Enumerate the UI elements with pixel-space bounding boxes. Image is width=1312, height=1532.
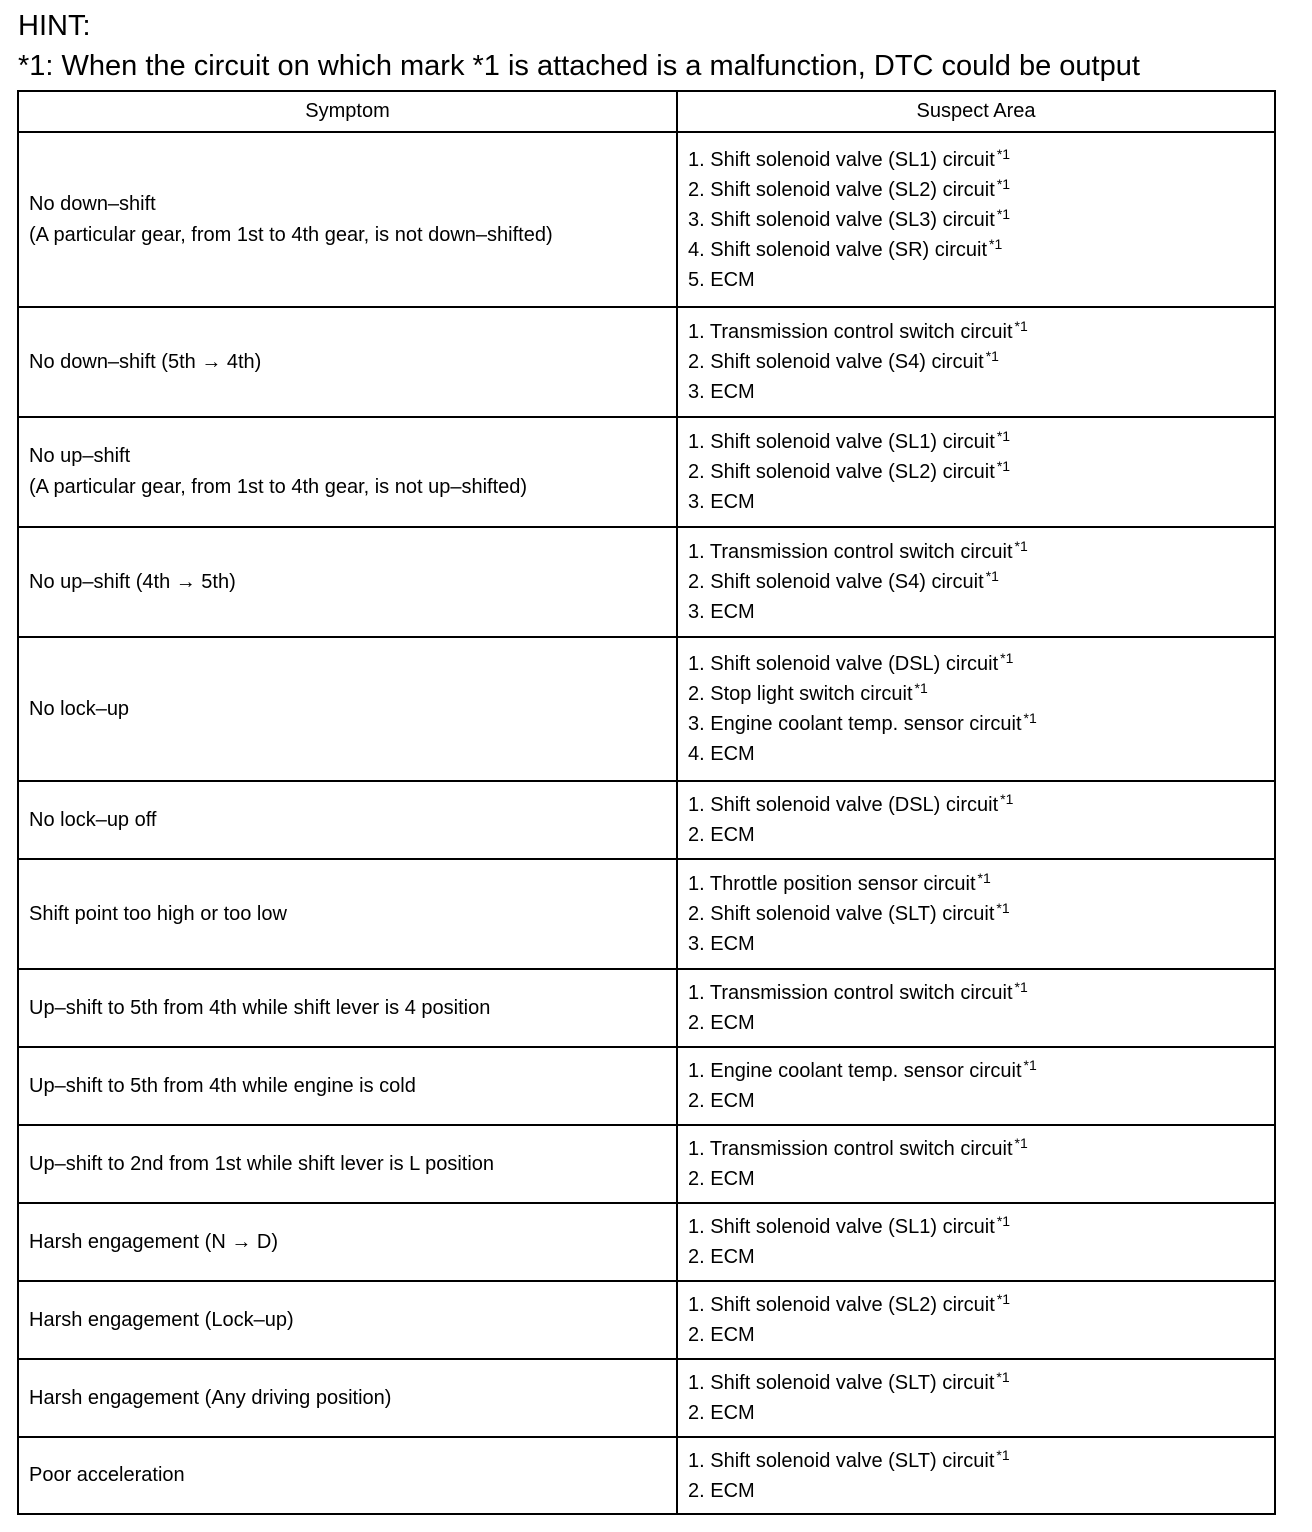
symptom-text: (A particular gear, from 1st to 4th gear, is not up–shifted) (29, 476, 528, 498)
footnote-mark: *1 (996, 175, 1011, 192)
symptom-text: Up–shift to 2nd from 1st while shift lever is L position (29, 1152, 495, 1175)
symptom-text: Harsh engagement (Any driving position) (29, 1386, 392, 1409)
table-row (18, 417, 1275, 527)
symptom-text: No lock–up (29, 697, 130, 720)
suspect-area-item (688, 978, 1274, 1008)
table-row (18, 859, 1275, 969)
suspect-area-text: 1. Transmission control switch circuit (688, 541, 1013, 563)
suspect-area-text: 1. Engine coolant temp. sensor circuit (688, 1060, 1022, 1082)
symptom-cell (18, 1437, 677, 1514)
suspect-area-text: 1. Transmission control switch circuit (688, 1138, 1013, 1160)
suspect-area-text: 3. ECM (688, 491, 755, 513)
symptom-cell (18, 1203, 677, 1281)
table-row (18, 1437, 1275, 1514)
suspect-area-item (688, 1008, 1274, 1038)
footnote-mark: *1 (996, 1213, 1011, 1229)
symptom-text: Poor acceleration (29, 1464, 185, 1486)
symptom-text: No down–shift (29, 192, 156, 215)
footnote-mark: *1 (1014, 979, 1028, 995)
hint-footnote: *1: When the circuit on which mark *1 is attached is a malfunction, DTC could be output (18, 50, 1140, 82)
symptom-cell (18, 132, 677, 307)
suspect-area-text: 4. ECM (688, 743, 755, 765)
symptom-cell (18, 781, 677, 859)
suspect-area-item (688, 679, 1274, 709)
symptom-text: Harsh engagement (Lock–up) (29, 1308, 294, 1331)
footnote-mark: *1 (996, 205, 1011, 222)
footnote-mark: *1 (1014, 538, 1028, 554)
suspect-area-text: 3. ECM (688, 381, 755, 403)
symptom-text: Up–shift to 5th from 4th while shift lever is 4 position (29, 996, 491, 1019)
suspect-area-text: 3. Shift solenoid valve (SL3) circuit (688, 208, 995, 231)
table-body (18, 132, 1275, 1514)
suspect-area-item (688, 1086, 1274, 1116)
table-header-row (18, 91, 1275, 132)
suspect-area-item (688, 1164, 1274, 1194)
table-row (18, 1281, 1275, 1359)
suspect-area-item (688, 1476, 1274, 1506)
table-row (18, 132, 1275, 307)
suspect-area-item (688, 820, 1274, 850)
suspect-area-text: 1. Shift solenoid valve (SL1) circuit (688, 1216, 995, 1238)
footnote-mark: *1 (985, 568, 999, 584)
suspect-area-item (688, 929, 1274, 959)
suspect-area-text: 1. Transmission control switch circuit (688, 982, 1013, 1004)
suspect-area-text: 2. Stop light switch circuit (688, 683, 913, 705)
footnote-mark: *1 (996, 458, 1011, 474)
suspect-area-text: 2. Shift solenoid valve (SL2) circuit (688, 178, 995, 201)
suspect-area-text: 1. Shift solenoid valve (DSL) circuit (688, 794, 999, 816)
suspect-area-text: 2. Shift solenoid valve (SL2) circuit (688, 461, 995, 483)
suspect-area-text: 2. ECM (688, 1324, 755, 1346)
suspect-area-item (688, 790, 1274, 820)
table-row (18, 307, 1275, 417)
suspect-area-cell (677, 1047, 1275, 1125)
table-row (18, 781, 1275, 859)
suspect-area-cell (677, 527, 1275, 637)
suspect-area-text: 2. ECM (688, 1090, 755, 1112)
table-row (18, 527, 1275, 637)
suspect-area-text: 2. ECM (688, 1402, 755, 1424)
suspect-area-text: 2. Shift solenoid valve (S4) circuit (688, 571, 984, 593)
footnote-mark: *1 (996, 1446, 1010, 1463)
suspect-area-item (688, 235, 1274, 265)
footnote-mark: *1 (985, 348, 999, 364)
suspect-area-cell (677, 132, 1275, 307)
table-row (18, 637, 1275, 781)
suspect-area-text: 1. Shift solenoid valve (SL1) circuit (688, 148, 995, 171)
footnote-mark: *1 (996, 1291, 1011, 1307)
suspect-area-item (688, 145, 1274, 175)
suspect-area-item (688, 347, 1274, 377)
suspect-area-text: 2. ECM (688, 824, 755, 846)
suspect-area-cell (677, 1281, 1275, 1359)
table-row (18, 1047, 1275, 1125)
table-row (18, 1125, 1275, 1203)
hint-title: HINT: (18, 10, 91, 42)
symptom-cell (18, 1281, 677, 1359)
suspect-area-text: 2. Shift solenoid valve (SLT) circuit (688, 903, 995, 925)
suspect-area-item (688, 377, 1274, 407)
symptom-cell (18, 859, 677, 969)
symptom-cell (18, 307, 677, 417)
suspect-area-item (688, 205, 1274, 235)
footnote-mark: *1 (989, 235, 1003, 252)
symptom-table (17, 90, 1276, 1515)
suspect-area-cell (677, 417, 1275, 527)
suspect-area-item (688, 427, 1274, 457)
suspect-area-item (688, 1134, 1274, 1164)
symptom-text: Up–shift to 5th from 4th while engine is cold (29, 1074, 416, 1097)
footnote-mark: *1 (914, 680, 928, 696)
suspect-area-item (688, 597, 1274, 627)
suspect-area-item (688, 487, 1274, 517)
footnote-mark: *1 (977, 870, 991, 886)
suspect-area-item (688, 537, 1274, 567)
header-suspect-area: Suspect Area (677, 91, 1275, 132)
suspect-area-text: 2. ECM (688, 1246, 755, 1268)
suspect-area-item (688, 1368, 1274, 1398)
suspect-area-text: 5. ECM (688, 268, 755, 291)
suspect-area-text: 3. Engine coolant temp. sensor circuit (688, 713, 1022, 735)
footnote-mark: *1 (1023, 1057, 1037, 1073)
footnote-mark: *1 (996, 145, 1011, 162)
suspect-area-text: 1. Shift solenoid valve (DSL) circuit (688, 653, 999, 675)
suspect-area-text: 1. Shift solenoid valve (SLT) circuit (688, 1372, 995, 1394)
footnote-mark: *1 (1000, 650, 1014, 666)
symptom-cell (18, 969, 677, 1047)
suspect-area-cell (677, 1125, 1275, 1203)
suspect-area-text: 1. Shift solenoid valve (SLT) circuit (688, 1449, 995, 1472)
suspect-area-text: 2. ECM (688, 1168, 755, 1190)
table-row (18, 1359, 1275, 1437)
suspect-area-item (688, 869, 1274, 899)
suspect-area-item (688, 317, 1274, 347)
suspect-area-item (688, 709, 1274, 739)
suspect-area-text: 3. ECM (688, 933, 755, 955)
suspect-area-text: 2. ECM (688, 1012, 755, 1034)
suspect-area-cell (677, 1359, 1275, 1437)
table-row (18, 969, 1275, 1047)
suspect-area-item (688, 567, 1274, 597)
header-symptom: Symptom (18, 91, 677, 132)
suspect-area-text: 1. Transmission control switch circuit (688, 321, 1013, 343)
suspect-area-text: 4. Shift solenoid valve (SR) circuit (688, 238, 988, 261)
symptom-text: (A particular gear, from 1st to 4th gear, is not down–shifted) (29, 223, 553, 246)
symptom-cell (18, 417, 677, 527)
suspect-area-text: 1. Throttle position sensor circuit (688, 873, 976, 895)
suspect-area-item (688, 1320, 1274, 1350)
suspect-area-item (688, 649, 1274, 679)
symptom-cell (18, 1125, 677, 1203)
table-row (18, 1203, 1275, 1281)
symptom-text: Shift point too high or too low (29, 902, 287, 925)
suspect-area-cell (677, 307, 1275, 417)
symptom-cell (18, 1359, 677, 1437)
footnote-mark: *1 (1014, 318, 1028, 334)
suspect-area-text: 2. ECM (688, 1479, 755, 1502)
suspect-area-item (688, 899, 1274, 929)
symptom-text: No up–shift (29, 445, 131, 467)
suspect-area-item (688, 739, 1274, 769)
suspect-area-text: 3. ECM (688, 601, 755, 623)
suspect-area-item (688, 1212, 1274, 1242)
suspect-area-cell (677, 1203, 1275, 1281)
suspect-area-item (688, 1446, 1274, 1476)
symptom-cell (18, 527, 677, 637)
suspect-area-item (688, 1056, 1274, 1086)
footnote-mark: *1 (996, 428, 1011, 444)
symptom-text: Harsh engagement (N → D) (29, 1230, 278, 1253)
suspect-area-item (688, 265, 1274, 295)
symptom-text: No up–shift (4th → 5th) (29, 570, 236, 593)
suspect-area-cell (677, 637, 1275, 781)
footnote-mark: *1 (1023, 710, 1037, 726)
footnote-mark: *1 (1000, 791, 1014, 807)
hint-block (18, 6, 1140, 86)
suspect-area-cell (677, 969, 1275, 1047)
footnote-mark: *1 (1014, 1135, 1028, 1151)
suspect-area-item (688, 175, 1274, 205)
suspect-area-cell (677, 859, 1275, 969)
suspect-area-item (688, 457, 1274, 487)
symptom-cell (18, 1047, 677, 1125)
suspect-area-text: 1. Shift solenoid valve (SL1) circuit (688, 431, 995, 453)
symptom-cell (18, 637, 677, 781)
footnote-mark: *1 (996, 1369, 1010, 1385)
suspect-area-cell (677, 781, 1275, 859)
suspect-area-text: 1. Shift solenoid valve (SL2) circuit (688, 1294, 995, 1316)
symptom-text: No lock–up off (29, 808, 157, 831)
footnote-mark: *1 (996, 900, 1010, 916)
suspect-area-text: 2. Shift solenoid valve (S4) circuit (688, 351, 984, 373)
symptom-text: No down–shift (5th → 4th) (29, 350, 262, 373)
suspect-area-item (688, 1290, 1274, 1320)
suspect-area-item (688, 1242, 1274, 1272)
suspect-area-cell (677, 1437, 1275, 1514)
suspect-area-item (688, 1398, 1274, 1428)
